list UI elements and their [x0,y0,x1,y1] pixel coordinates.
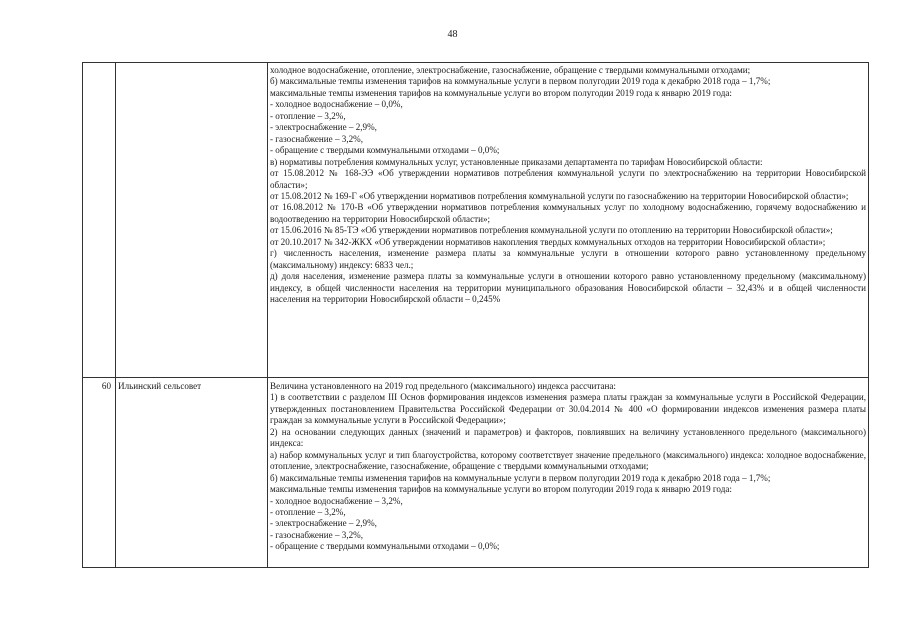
paragraph-line: 2) на основании следующих данных (значений и параметров) и факторов, повлиявших на величину установленного предельного (максимального) индекса: [270,426,866,449]
paragraph-line: б) максимальные темпы изменения тарифов на коммунальные услуги в первом полугодии 2019 года к декабрю 2018 года – 1,7%; [270,76,771,87]
paragraph-line: от 15.08.2012 № 168-ЭЭ «Об утверждении нормативов потребления коммунальной услуги по электроснабжению на территории Новосибирской области»; [270,168,866,190]
paragraph-line: - газоснабжение – 3,2%, [270,133,363,144]
municipality-cell: Ильинский сельсовет [116,378,268,568]
municipality-cell [116,63,268,378]
paragraph-line: г) численность населения, изменение размера платы за коммунальные услуги в отношении которого равно установленному предельному (максимальному) индексу: 6833 чел.; [270,248,866,270]
paragraph-line: - электроснабжение – 2,9%, [270,518,377,529]
paragraph-line: - отопление – 3,2%, [270,110,346,121]
description-cell [268,63,869,378]
paragraph-line: максимальные темпы изменения тарифов на коммунальные услуги во втором полугодии 2019 года к январю 2019 года: [270,87,732,98]
table-row [83,63,869,378]
row-number-cell [83,63,116,378]
table-row [83,378,869,568]
paragraph-line: от 20.10.2017 № 342-ЖКХ «Об утверждении нормативов накопления твердых коммунальных отходов на территории Новосибирской области»; [270,236,826,247]
row-number-cell: 60 [83,378,116,568]
paragraph-line: - холодное водоснабжение – 3,2%, [270,495,403,506]
paragraph-line: 1) в соответствии с разделом III Основ формирования индексов изменения размера платы граждан за коммунальные услуги в Российской Федерации, утвержденных постановлением Правительства Российской Федерации от 30.04.2014 № 400 «О формировании индексов изменения размера платы граждан за коммунальные услуги в Российской Федерации»; [270,392,866,426]
paragraph-line: Величина установленного на 2019 год предельного (максимального) индекса рассчитана: [270,381,616,391]
paragraph-line: - обращение с твердыми коммунальными отходами – 0,0%; [270,541,500,552]
paragraph-line: б) максимальные темпы изменения тарифов на коммунальные услуги в первом полугодии 2019 года к декабрю 2018 года – 1,7%; [270,472,771,483]
paragraph-line: в) нормативы потребления коммунальных услуг, установленные приказами департамента по тарифам Новосибирской области: [270,156,763,167]
paragraph-line: а) набор коммунальных услуг и тип благоустройства, которому соответствует значение предельного (максимального) индекса: холодное водоснабжение, отопление, электроснабжение, газоснабжение, обращение с твердыми коммунальными отходами; [270,449,866,472]
paragraph-line: от 15.08.2012 № 169-Г «Об утверждении нормативов потребления коммунальной услуги по газоснабжению на территории Новосибирской области»; [270,190,849,201]
description-cell [268,378,869,568]
paragraph-line: - электроснабжение – 2,9%, [270,122,377,133]
paragraph-line: - газоснабжение – 3,2%, [270,529,363,540]
page-number: 48 [447,29,458,40]
paragraph-line: холодное водоснабжение, отопление, электроснабжение, газоснабжение, обращение с твердыми коммунальными отходами; [270,65,751,75]
paragraph-line: - обращение с твердыми коммунальными отходами – 0,0%; [270,145,500,156]
paragraph-line: от 16.08.2012 № 170-В «Об утверждении нормативов потребления коммунальных услуг по холодному водоснабжению, горячему водоснабжению и водоотведению на территории Новосибирской области»; [270,202,866,224]
paragraph-line: - отопление – 3,2%, [270,506,346,517]
paragraph-line: от 15.06.2016 № 85-ТЭ «Об утверждении нормативов потребления коммунальной услуги по отоплению на территории Новосибирской области»; [270,225,833,236]
paragraph-line: - холодное водоснабжение – 0,0%, [270,99,403,110]
paragraph-line: д) доля населения, изменение размера платы за коммунальные услуги в отношении которого равно установленному предельному (максимальному) индексу, в общей численности населения на территории муниципального образования Новосибирской области – 32,43% и в общей численности населения на территории Новосибирской области – 0,245% [270,271,866,305]
paragraph-line: максимальные темпы изменения тарифов на коммунальные услуги во втором полугодии 2019 года к январю 2019 года: [270,484,732,495]
tariff-table [82,62,869,568]
